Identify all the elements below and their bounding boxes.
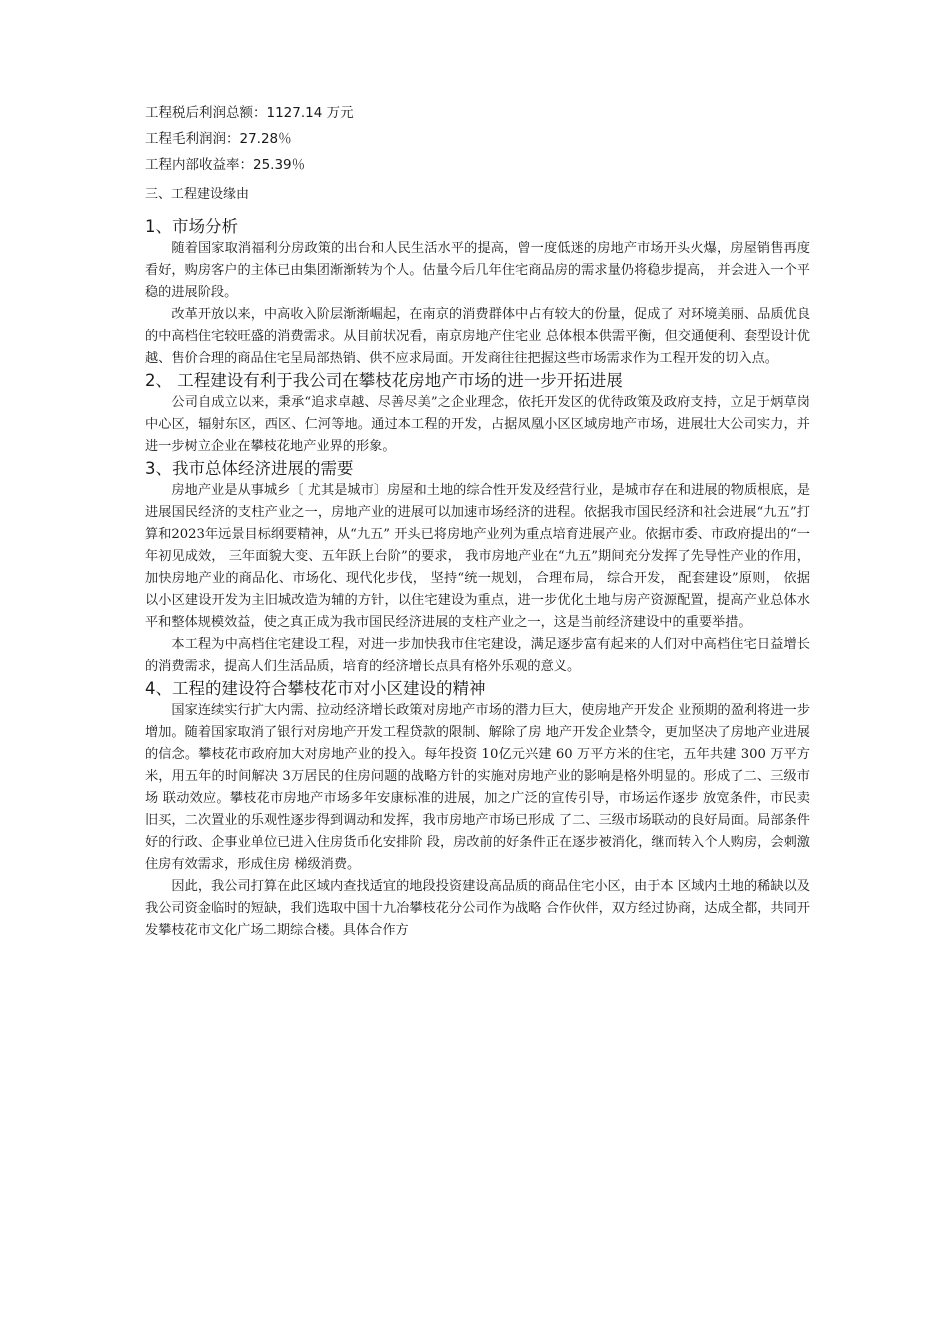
section-title: 三、工程建设缘由 <box>145 187 250 202</box>
summary-line-profit: 工程税后利润总额：1127.14 万元 <box>145 105 354 121</box>
paragraph: 本工程为中高档住宅建设工程，对进一步加快我市住宅建设，满足逐步富有起来的人们对中高档住宅日益增长的消费需求，提高人们生活品质，培育的经济增长点具有格外乐观的意义。 <box>145 637 810 674</box>
heading-company-expansion: 2、 工程建设有利于我公司在攀枝花房地产市场的进一步开拓进展 <box>145 371 623 390</box>
summary-line-gross-margin: 工程毛利润润：27.28％ <box>145 131 292 147</box>
document-page <box>145 100 810 942</box>
paragraph: 公司自成立以来，秉承“追求卓越、尽善尽美”之企业理念，依托开发区的优待政策及政府支持，立足于炳草岗中心区，辐射东区，西区、仁河等地。通过本工程的开发，占据凤凰小区区域房地产市场，进展壮大公司实力，并进一步树立企业在攀枝花地产业界的形象。 <box>145 395 810 454</box>
summary-line-irr: 工程内部收益率：25.39％ <box>145 157 306 173</box>
paragraph: 国家连续实行扩大内需、拉动经济增长政策对房地产市场的潜力巨大，使房地产开发企 业预期的盈利将进一步增加。随着国家取消了银行对房地产开发工程贷款的限制、解除了房 地产开发企业禁令，更加坚决了房地产业进展的信念。攀枝花市政府加大对房地产业的投入。每年投资 10亿元兴建 60 万平方米的住宅，五年共建 300 万平方米，用五年的时间解决 3万居民的住房问题的战略方针的实施对房地产业的影响是格外明显的。形成了二、三级市场 联动效应。攀枝花市房地产市场多年安康标准的进展，加之广泛的宣传引导，市场运作逐步 放宽条件，市民卖旧买，二次置业的乐观性逐步得到调动和发挥，我市房地产市场已形成 了二、三级市场联动的良好局面。局部条件好的行政、企事业单位已进入住房货币化安排阶 段，房改前的好条件正在逐步被消化，继而转入个人购房，会刺激住房有效需求，形成住房 梯级消费。 <box>145 703 810 872</box>
paragraph: 房地产业是从事城乡〔 尤其是城市〕房屋和土地的综合性开发及经营行业，是城市存在和进展的物质根底，是进展国民经济的支柱产业之一，房地产业的进展可以加速市场经济的进程。依据我市国民经济和社会进展“九五”打算和2023年远景目标纲要精神，从“九五” 开头已将房地产业列为重点培育进展产业。依据市委、市政府提出的“一年初见成效， 三年面貌大变、五年跃上台阶”的要求， 我市房地产业在“九五”期间充分发挥了先导性产业的作用， 加快房地产业的商品化、市场化、现代化步伐， 坚持“统一规划， 合理布局， 综合开发， 配套建设”原则， 依据以小区建设开发为主旧城改造为辅的方针，以住宅建设为重点，进一步优化土地与房产资源配置，提高产业总体水平和整体规模效益，使之真正成为我市国民经济进展的支柱产业之一，这是当前经济建设中的重要举措。 <box>145 483 810 630</box>
heading-economic-development: 3、我市总体经济进展的需要 <box>145 459 354 478</box>
paragraph: 随着国家取消福利分房政策的出台和人民生活水平的提高，曾一度低迷的房地产市场开头火爆，房屋销售再度看好，购房客户的主体已由集团渐渐转为个人。估量今后几年住宅商品房的需求量仍将稳步提高， 并会进入一个平稳的进展阶段。 <box>145 241 810 300</box>
paragraph: 因此，我公司打算在此区域内查找适宜的地段投资建设高品质的商品住宅小区，由于本 区域内土地的稀缺以及我公司资金临时的短缺，我们选取中国十九冶攀枝花分公司作为战略 合作伙伴，双方经过协商，达成全都，共同开发攀枝花市文化广场二期综合楼。具体合作方 <box>145 879 810 938</box>
paragraph: 改革开放以来，中高收入阶层渐渐崛起，在南京的消费群体中占有较大的份量，促成了 对环境美丽、品质优良的中高档住宅较旺盛的消费需求。从目前状况看，南京房地产住宅业 总体根本供需平衡，但交通便利、套型设计优越、售价合理的商品住宅呈局部热销、供不应求局面。开发商往往把握这些市场需求作为工程开发的切入点。 <box>145 307 810 366</box>
heading-city-policy: 4、工程的建设符合攀枝花市对小区建设的精神 <box>145 679 486 698</box>
heading-market-analysis: 1、市场分析 <box>145 217 238 236</box>
